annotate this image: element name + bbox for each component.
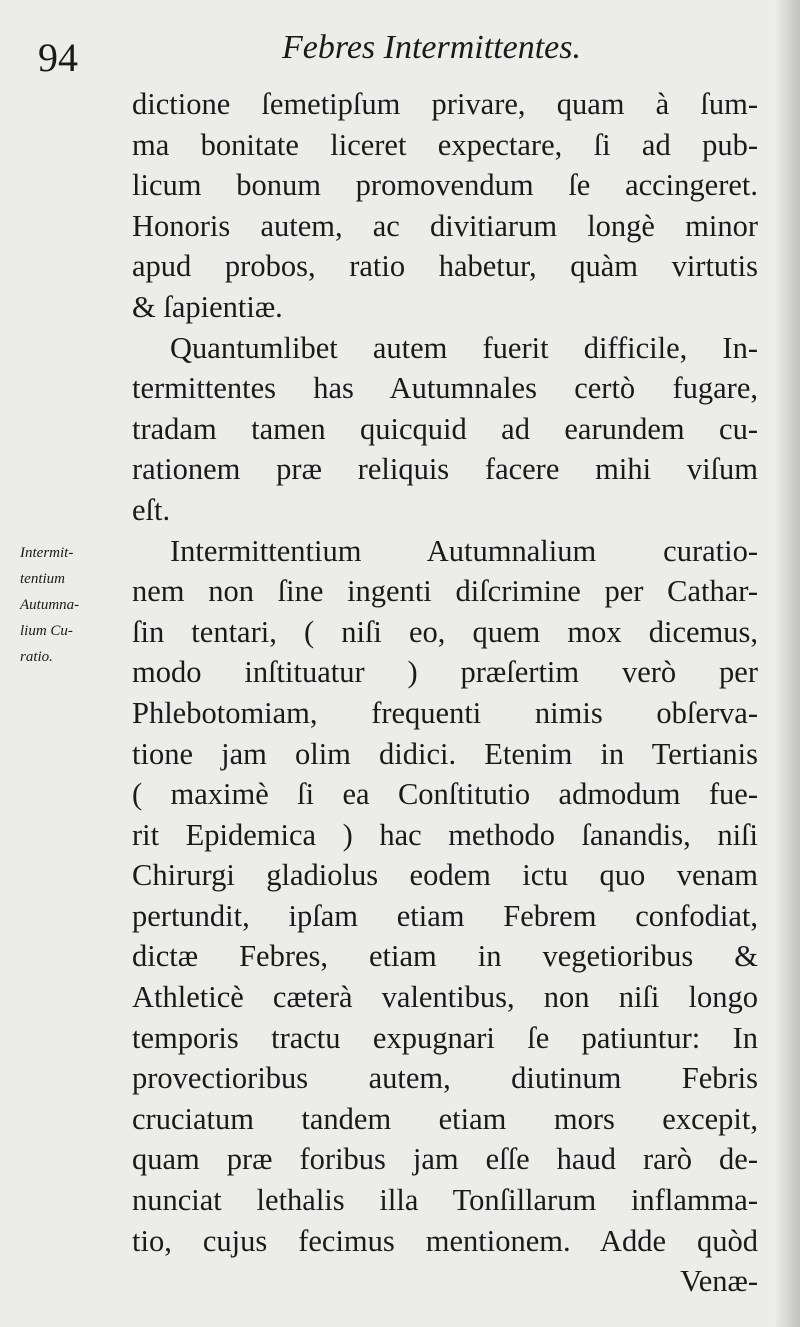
text-line: nem non ſine ingenti diſcrimine per Cathar- <box>132 574 758 609</box>
margin-note-line: Intermit- <box>20 545 74 561</box>
text-line: cruciatum tandem etiam mors excepit, <box>132 1101 758 1136</box>
text-line: temporis tractu expugnari ſe patiuntur: In <box>132 1020 758 1055</box>
text-line: modo inſtituatur ) præſertim verò per <box>132 655 758 690</box>
text-line: Phlebotomiam, frequenti nimis obſerva- <box>132 695 758 730</box>
margin-note-line: lium Cu- <box>20 623 73 639</box>
catchword: Venæ- <box>680 1264 758 1299</box>
text-line: dictæ Febres, etiam in vegetioribus & <box>132 939 758 974</box>
text-line: apud probos, ratio habetur, quàm virtutis <box>132 249 758 284</box>
running-title: Febres Intermittentes. <box>282 29 581 66</box>
text-line: tione jam olim didici. Etenim in Tertianis <box>132 736 758 771</box>
text-line: provectioribus autem, diutinum Febris <box>132 1061 758 1096</box>
text-line: ( maximè ſi ea Conſtitutio admodum fue- <box>132 777 758 812</box>
margin-note-line: ratio. <box>20 649 53 665</box>
page-edge-shadow <box>774 0 800 1327</box>
text-line: Honoris autem, ac divitiarum longè minor <box>132 208 758 243</box>
text-line: Chirurgi gladiolus eodem ictu quo venam <box>132 858 758 893</box>
text-line: Athleticè cæterà valentibus, non niſi longo <box>132 980 758 1015</box>
text-line: pertundit, ipſam etiam Febrem confodiat, <box>132 898 758 933</box>
text-line: ſin tentari, ( niſi eo, quem mox dicemus, <box>132 614 758 649</box>
text-line: ma bonitate liceret expectare, ſi ad pub- <box>132 127 758 162</box>
page-number: 94 <box>38 35 78 80</box>
margin-note-line: tentium <box>20 571 65 587</box>
margin-note-line: Autumna- <box>20 597 80 613</box>
body-text <box>132 84 758 1302</box>
text-line: quam præ foribus jam eſſe haud rarò de- <box>132 1142 758 1177</box>
text-line: licum bonum promovendum ſe accingeret. <box>132 168 758 203</box>
text-line: termittentes has Autumnales certò fugare, <box>132 371 758 406</box>
text-line: nunciat lethalis illa Tonſillarum inflamma- <box>132 1183 758 1218</box>
text-line: rit Epidemica ) hac methodo ſanandis, niſi <box>132 817 758 852</box>
text-line: Intermittentium Autumnalium curatio- <box>170 533 758 568</box>
text-line: tradam tamen quicquid ad earundem cu- <box>132 411 758 446</box>
text-line: & ſapientiæ. <box>132 289 283 324</box>
text-line: eſt. <box>132 492 171 527</box>
text-line: tio, cujus fecimus mentionem. Adde quòd <box>132 1223 758 1258</box>
text-line: rationem præ reliquis facere mihi viſum <box>132 452 758 487</box>
margin-note <box>20 540 120 670</box>
text-line: Quantumlibet autem fuerit difficile, In- <box>170 330 758 365</box>
text-line: dictione ſemetipſum privare, quam à ſum- <box>132 87 758 121</box>
